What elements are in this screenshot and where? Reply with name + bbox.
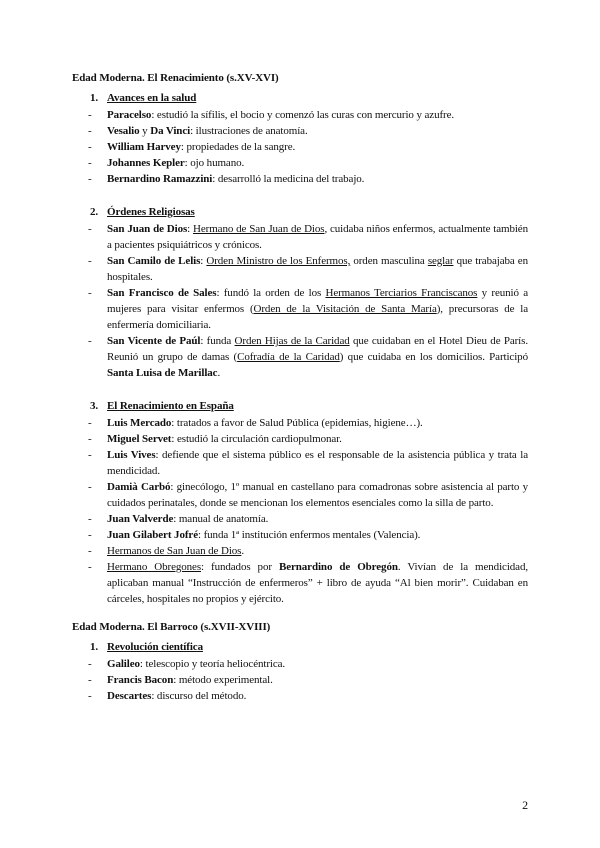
item-text: : tratados a favor de Salud Pública (epidemias, higiene…).: [171, 417, 423, 429]
subsection-number: 2.: [90, 206, 99, 218]
list-item: [88, 431, 528, 447]
item-name: Descartes: [107, 690, 152, 702]
item-name: Paracelso: [107, 109, 152, 121]
list-item: [88, 253, 528, 285]
underlined-term: Orden Hijas de la Caridad: [234, 335, 350, 347]
item-name: Francis Bacon: [107, 674, 174, 686]
item-name: Vesalio: [107, 125, 140, 137]
item-name: William Harvey: [107, 141, 181, 153]
item-text: ), precursoras de la enfermería domiciliaria.: [107, 303, 528, 331]
item-text: : manual de anatomía.: [173, 513, 269, 525]
item-name: Juan Gilabert Jofré: [107, 529, 198, 541]
bullet-list: [72, 656, 528, 704]
item-text: .: [217, 367, 221, 379]
item-text: :: [187, 223, 194, 235]
list-item: [88, 447, 528, 479]
list-item: [88, 672, 528, 688]
list-item: [88, 527, 528, 543]
list-item: [88, 171, 528, 187]
item-text: y: [139, 125, 151, 137]
bullet-list: [72, 107, 528, 187]
item-text: : método experimental.: [173, 674, 273, 686]
spacer: [72, 381, 528, 398]
item-name: Luis Vives: [107, 449, 156, 461]
list-item: [88, 285, 528, 333]
page-number: 2: [522, 798, 528, 812]
item-text: .: [241, 545, 245, 557]
item-text: : fundó la orden de los: [216, 287, 326, 299]
subsection-label: Avances en la salud: [107, 92, 197, 104]
item-text: : estudió la sífilis, el bocio y comenzó las curas con mercurio y azufre.: [151, 109, 455, 121]
list-item: [88, 139, 528, 155]
subsection-heading-espana: [90, 398, 528, 414]
item-text: : estudió la circulación cardiopulmonar.: [171, 433, 342, 445]
item-name: Galileo: [107, 658, 140, 670]
section-title-barroco: Edad Moderna. El Barroco (s.XVII-XVIII): [72, 621, 271, 633]
item-text: : discurso del método.: [151, 690, 247, 702]
item-name: San Juan de Dios: [107, 223, 188, 235]
section-title-renacimiento: Edad Moderna. El Renacimiento (s.XV-XVI): [72, 72, 279, 84]
list-item: [88, 688, 528, 704]
subsection-number: 1.: [90, 641, 99, 653]
list-item: [88, 656, 528, 672]
list-item: [88, 543, 528, 559]
item-text: :: [200, 255, 207, 267]
subsection-label: Órdenes Religiosas: [107, 206, 195, 218]
item-name: San Camilo de Lelis: [107, 255, 201, 267]
item-text: . Vivían de la mendicidad, aplicaban manual “Instrucción de enfermeros” + libro de ayuda “Al bien morir”. Cuidaban en cárceles, hospitales no propios y ejército.: [107, 561, 529, 605]
item-text: que cuidaban en el Hotel Dieu de París. Reunió un grupo de damas (: [107, 335, 528, 363]
item-text: , cuidaba niños enfermos, actualmente también a pacientes psiquiátricos y crónicos.: [107, 223, 528, 251]
bullet-list: [72, 221, 528, 381]
item-name: San Vicente de Paúl: [107, 335, 201, 347]
item-name: Bernardino de Obregón: [278, 561, 398, 573]
list-item: [88, 123, 528, 139]
item-text: : ojo humano.: [184, 157, 245, 169]
subsection-heading-avances: [90, 90, 528, 106]
subsection-label: El Renacimiento en España: [107, 400, 234, 412]
underlined-term: Hermano de San Juan de Dios: [193, 223, 325, 235]
subsection-label: Revolución científica: [107, 641, 203, 653]
item-name: Juan Valverde: [107, 513, 174, 525]
item-text: : funda: [200, 335, 235, 347]
item-name: Miguel Servet: [107, 433, 172, 445]
item-text: que trabajaba en hospitales.: [107, 255, 528, 283]
underlined-term: Hermano Obregones: [107, 561, 202, 573]
item-text: : fundados por: [201, 561, 279, 573]
item-text: : ginecólogo, 1º manual en castellano para comadronas sobre asistencia al parto y cuidados perinatales, donde se mencionan los elementos esenciales como la silla de parto.: [107, 481, 528, 509]
underlined-term: seglar: [427, 255, 454, 267]
item-name: Bernardino Ramazzini: [107, 173, 213, 185]
spacer: [72, 607, 528, 619]
item-text: : telescopio y teoría heliocéntrica.: [139, 658, 286, 670]
item-name: San Francisco de Sales: [107, 287, 217, 299]
list-item: [88, 415, 528, 431]
item-name: Damià Carbó: [107, 481, 171, 493]
item-text: y reunió a mujeres para visitar enfermos (: [107, 287, 528, 315]
item-text: orden masculina: [350, 255, 428, 267]
list-item: [88, 511, 528, 527]
list-item: [88, 221, 528, 253]
subsection-heading-revolucion: [90, 639, 528, 655]
item-text: : ilustraciones de anatomía.: [190, 125, 308, 137]
item-name: Luis Mercado: [107, 417, 172, 429]
underlined-term: Orden Ministro de los Enfermos,: [206, 255, 351, 267]
underlined-term: Orden de la Visitación de Santa María: [253, 303, 437, 315]
list-item: [88, 559, 528, 607]
subsection-heading-ordenes: [90, 204, 528, 220]
item-text: : desarrolló la medicina del trabajo.: [212, 173, 365, 185]
item-name: Santa Luisa de Marillac: [107, 367, 218, 379]
spacer: [72, 187, 528, 204]
item-text: : funda 1ª institución enfermos mentales (Valencia).: [197, 529, 421, 541]
list-item: [88, 107, 528, 123]
list-item: [88, 333, 528, 381]
item-text: ) que cuidaba en los domicilios. Participó: [339, 351, 528, 363]
item-name: Johannes Kepler: [107, 157, 185, 169]
item-text: : defiende que el sistema público es el responsable de la asistencia pública y trata la mendicidad.: [107, 449, 528, 477]
underlined-term: Hermanos de San Juan de Dios: [107, 545, 242, 557]
item-text: : propiedades de la sangre.: [180, 141, 296, 153]
subsection-number: 3.: [90, 400, 99, 412]
item-name: Da Vinci: [150, 125, 191, 137]
underlined-term: Cofradía de la Caridad: [237, 351, 340, 363]
subsection-number: 1.: [90, 92, 99, 104]
bullet-list: [72, 415, 528, 607]
list-item: [88, 479, 528, 511]
underlined-term: Hermanos Terciarios Franciscanos: [325, 287, 478, 299]
list-item: [88, 155, 528, 171]
